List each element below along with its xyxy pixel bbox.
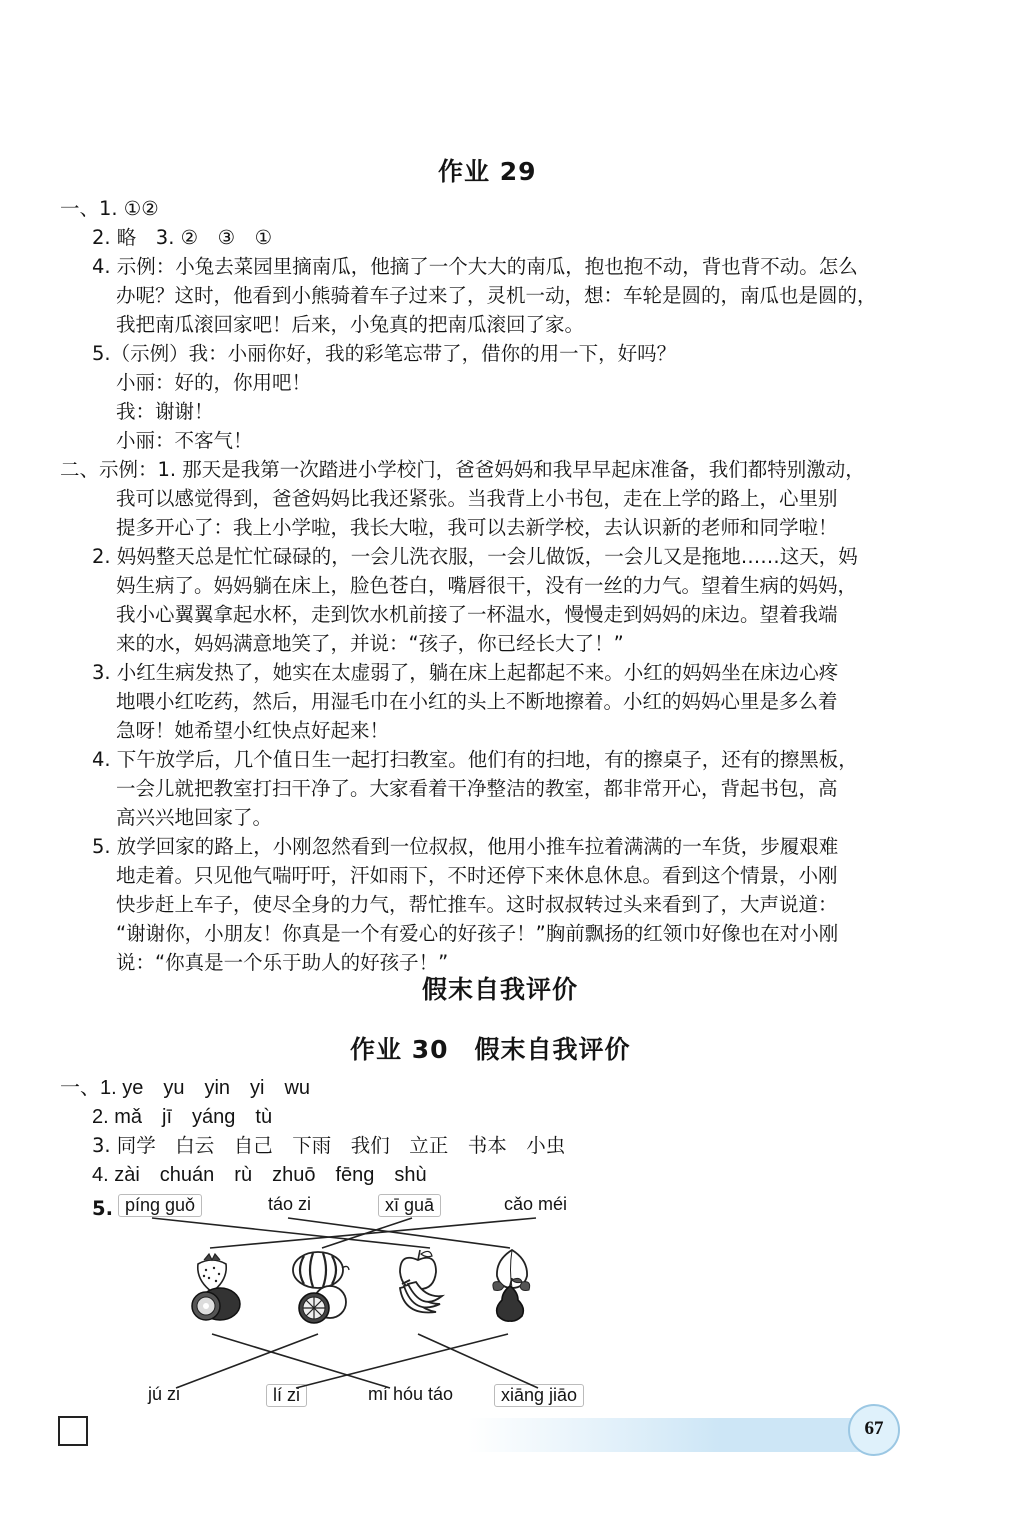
hw30-line: 3. 同学 白云 自己 下雨 我们 立正 书本 小虫 [92,1134,566,1157]
top-label: xī guā [378,1194,441,1217]
bottom-label: mí hóu táo [368,1384,454,1404]
page-number: 67 [864,1418,884,1439]
hw29-line: 办呢？这时，他看到小熊骑着车子过来了，灵机一动，想：车轮是圆的，南瓜也是圆的， [116,284,877,307]
hw29-line: 一会儿就把教室打扫干净了。大家看着干净整洁的教室，都非常开心，背起书包，高 [116,777,838,800]
bottom-label: xiāng jiāo [494,1384,584,1407]
hw29-line: 二、示例：1. 那天是我第一次踏进小学校门，爸爸妈妈和我早早起床准备，我们都特别激动， [60,458,865,481]
hw30-line: 2. mǎ jī yáng tù [92,1106,273,1128]
top-label: píng guǒ [118,1194,202,1217]
orange-icon [299,1286,346,1323]
hw29-line: 5. 放学回家的路上，小刚忽然看到一位叔叔，他用小推车拉着满满的一车货，步履艰难 [92,835,839,858]
hw29-line: 我可以感觉得到，爸爸妈妈比我还紧张。当我背上小书包，走在上学的路上，心里别 [116,487,838,510]
hw29-line: 急呀！她希望小红快点好起来！ [116,719,390,742]
hw30-line: 一、1. ye yu yin yi wu [60,1077,311,1099]
top-label: táo zi [268,1194,312,1214]
top-label: cǎo méi [504,1194,568,1214]
hw29-line: 地走着。只见他气喘吁吁，汗如雨下，不时还停下来休息休息。看到这个情景，小刚 [116,864,838,887]
hw29-line: 来的水，妈妈满意地笑了，并说：“孩子，你已经长大了！” [116,632,624,655]
hw29-line: 4. 下午放学后，几个值日生一起打扫教室。他们有的扫地，有的擦桌子，还有的擦黑板， [92,748,858,771]
hw29-line: 5.（示例）我：小丽你好，我的彩笔忘带了，借你的用一下，好吗？ [92,342,677,365]
watermelon-icon [293,1252,349,1288]
hw29-line: “谢谢你，小朋友！你真是一个有爱心的好孩子！”胸前飘扬的红领巾好像也在对小刚 [116,922,839,945]
match-line [212,1334,390,1388]
hw29-line: 一、1. ①② [60,197,159,220]
hw29-line: 我小心翼翼拿起水杯，走到饮水机前接了一杯温水，慢慢走到妈妈的床边。望着我端 [116,603,838,626]
footer-band [468,1418,888,1452]
bottom-label: lí zi [266,1384,307,1407]
section-title: 假末自我评价 [422,975,579,1004]
match-line [210,1218,536,1248]
strawberry-icon [198,1254,226,1292]
match-line [176,1334,318,1388]
hw29-line: 小丽：好的，你用吧！ [116,371,312,394]
hw29-line: 高兴兴地回家了。 [116,806,273,829]
hw30-line: 4. zài chuán rù zhuō fēng shù [92,1164,427,1186]
hw29-line: 快步赶上车子，使尽全身的力气，帮忙推车。这时叔叔转过头来看到了，大声说道： [116,893,838,916]
hw29-line: 说：“你真是一个乐于助人的好孩子！” [116,951,449,974]
hw30-line: 5. [92,1197,113,1220]
hw29-line: 我把南瓜滚回家吧！后来，小兔真的把南瓜滚回了家。 [116,313,585,336]
hw29-line: 3. 小红生病发热了，她实在太虚弱了，躺在床上起都起不来。小红的妈妈坐在床边心疼 [92,661,839,684]
hw29-line: 小丽：不客气！ [116,429,253,452]
page-number-badge [848,1404,900,1456]
hw29-line: 2. 妈妈整天总是忙忙碌碌的，一会儿洗衣服，一会儿做饭，一会儿又是拖地……这天，妈 [92,545,858,568]
hw29-line: 我：谢谢！ [116,400,214,423]
hw29-line: 2. 略 3. ② ③ ① [92,226,273,249]
hw29-line: 妈生病了。妈妈躺在床上，脸色苍白，嘴唇很干，没有一丝的力气。望着生病的妈妈， [116,574,858,597]
hw30-title: 作业 30 假末自我评价 [350,1035,631,1064]
hw29-title: 作业 29 [438,157,537,186]
footer-checkbox [58,1416,88,1446]
hw29-line: 4. 示例：小兔去菜园里摘南瓜，他摘了一个大大的南瓜，抱也抱不动，背也背不动。怎么 [92,255,858,278]
bottom-label: jú zi [148,1384,181,1404]
hw29-line: 地喂小红吃药，然后，用湿毛巾在小红的头上不断地擦着。小红的妈妈心里是多么着 [116,690,838,713]
kiwi-icon [192,1288,240,1320]
match-line [152,1218,430,1248]
hw29-line: 提多开心了：我上小学啦，我长大啦，我可以去新学校，去认识新的老师和同学啦！ [116,516,838,539]
